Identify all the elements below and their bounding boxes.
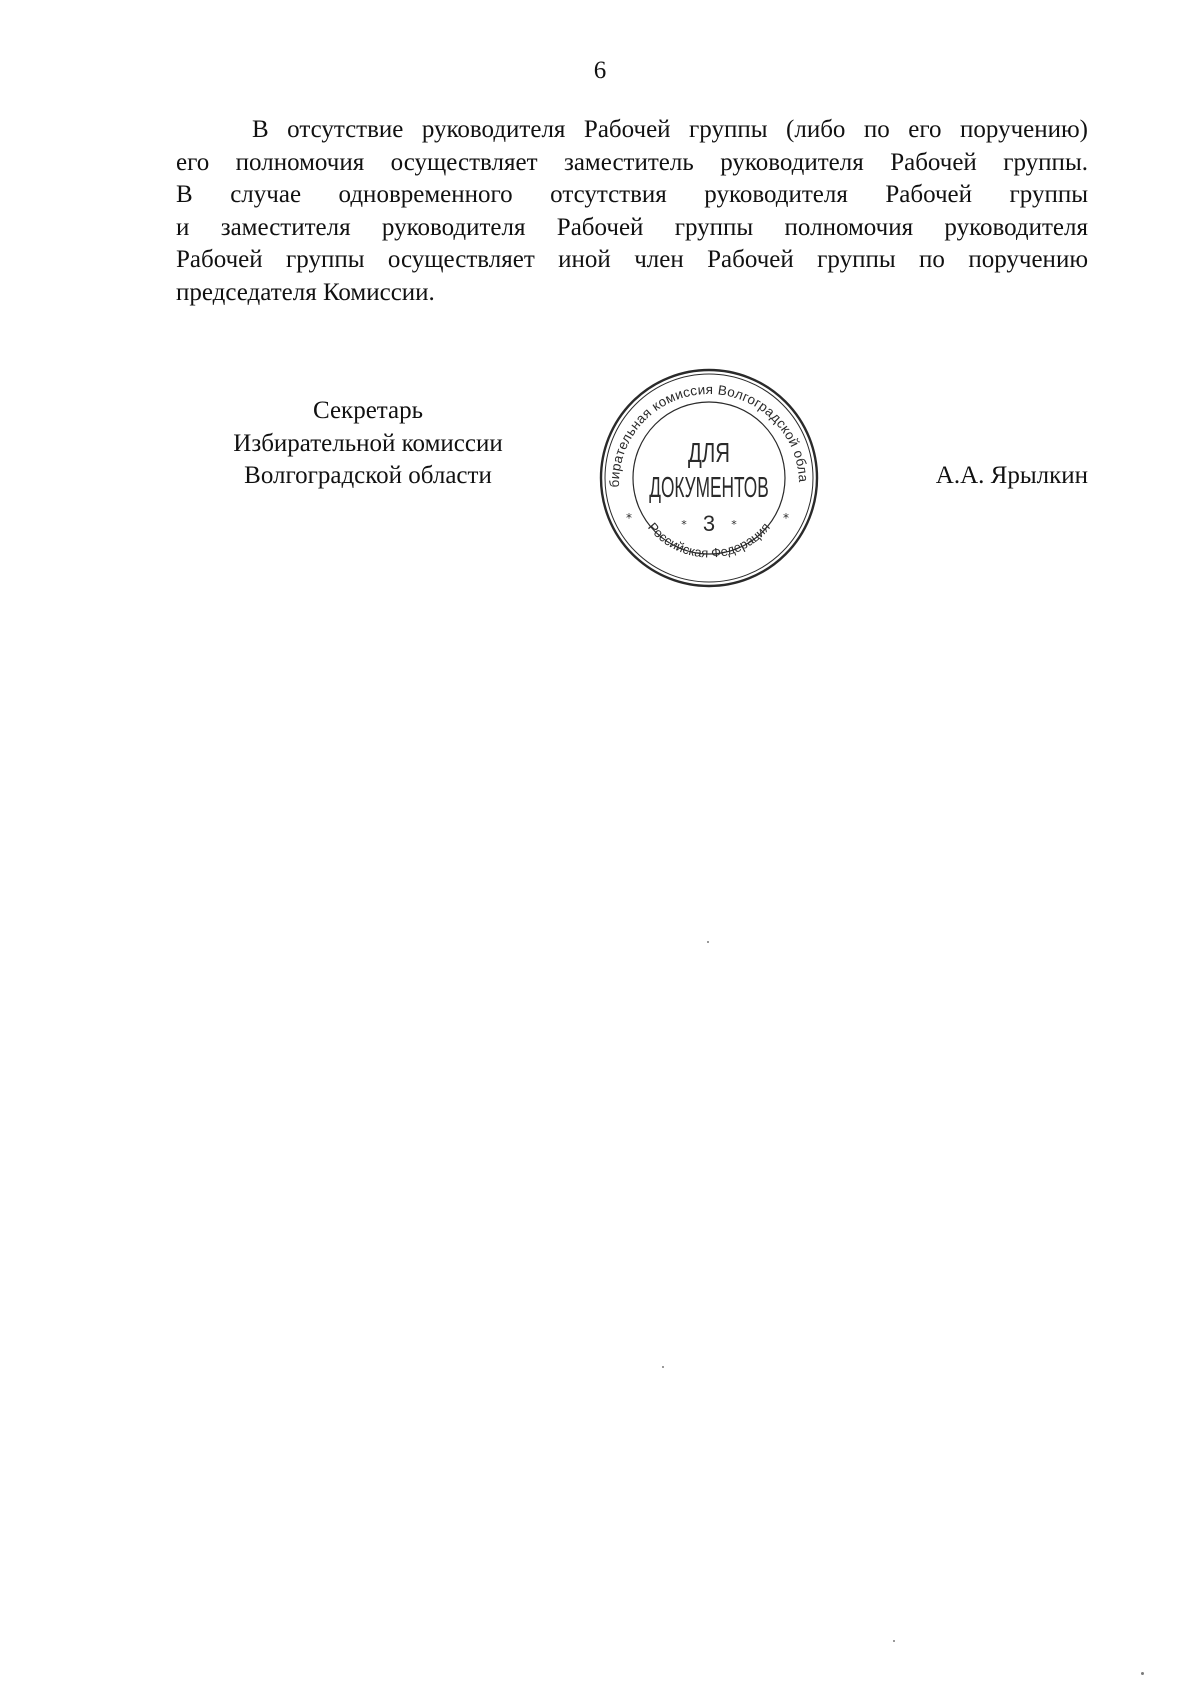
seal-star-icon: * — [731, 518, 737, 531]
seal-star-icon: * — [681, 518, 687, 531]
official-seal — [597, 366, 821, 590]
signer-position-line: Избирательной комиссии — [233, 429, 503, 457]
scan-speck — [662, 1366, 664, 1368]
signer-position — [208, 395, 528, 493]
seal-star-icon: * — [626, 511, 632, 525]
signer-position-line: Волгоградской области — [244, 462, 492, 490]
scan-speck — [1141, 1672, 1144, 1675]
body-paragraph — [176, 114, 1088, 310]
seal-outer-text: бирательная комиссия Волгоградской обла — [606, 381, 812, 488]
paragraph-line: и заместителя руководителя Рабочей группы полномочия руководителя — [176, 213, 1088, 241]
signer-position-line: Секретарь — [312, 397, 424, 424]
paragraph-line: Рабочей группы осуществляет иной член Рабочей группы по поручению — [176, 246, 1088, 274]
seal-center-line-1: ДЛЯ — [688, 438, 730, 469]
scan-speck — [893, 1640, 895, 1642]
page-number: 6 — [593, 57, 607, 84]
svg-text:Избирательная комиссия Волгогр — [597, 366, 811, 488]
seal-star-icon: * — [783, 511, 789, 525]
scan-speck — [707, 941, 709, 943]
seal-outer-text: Российская Федерация — [645, 519, 773, 561]
paragraph-line: В случае одновременного отсутствия руководителя Рабочей группы — [176, 181, 1088, 209]
signer-name: А.А. Ярылкин — [935, 462, 1088, 489]
seal-center-number: 3 — [702, 511, 716, 536]
seal-center-line-2: ДОКУМЕНТОВ — [649, 472, 769, 505]
paragraph-line: его полномочия осуществляет заместитель руководителя Рабочей группы. — [176, 148, 1088, 176]
paragraph-line: председателя Комиссии. — [176, 278, 435, 306]
paragraph-line: В отсутствие руководителя Рабочей группы (либо по его поручению) — [252, 116, 1088, 143]
